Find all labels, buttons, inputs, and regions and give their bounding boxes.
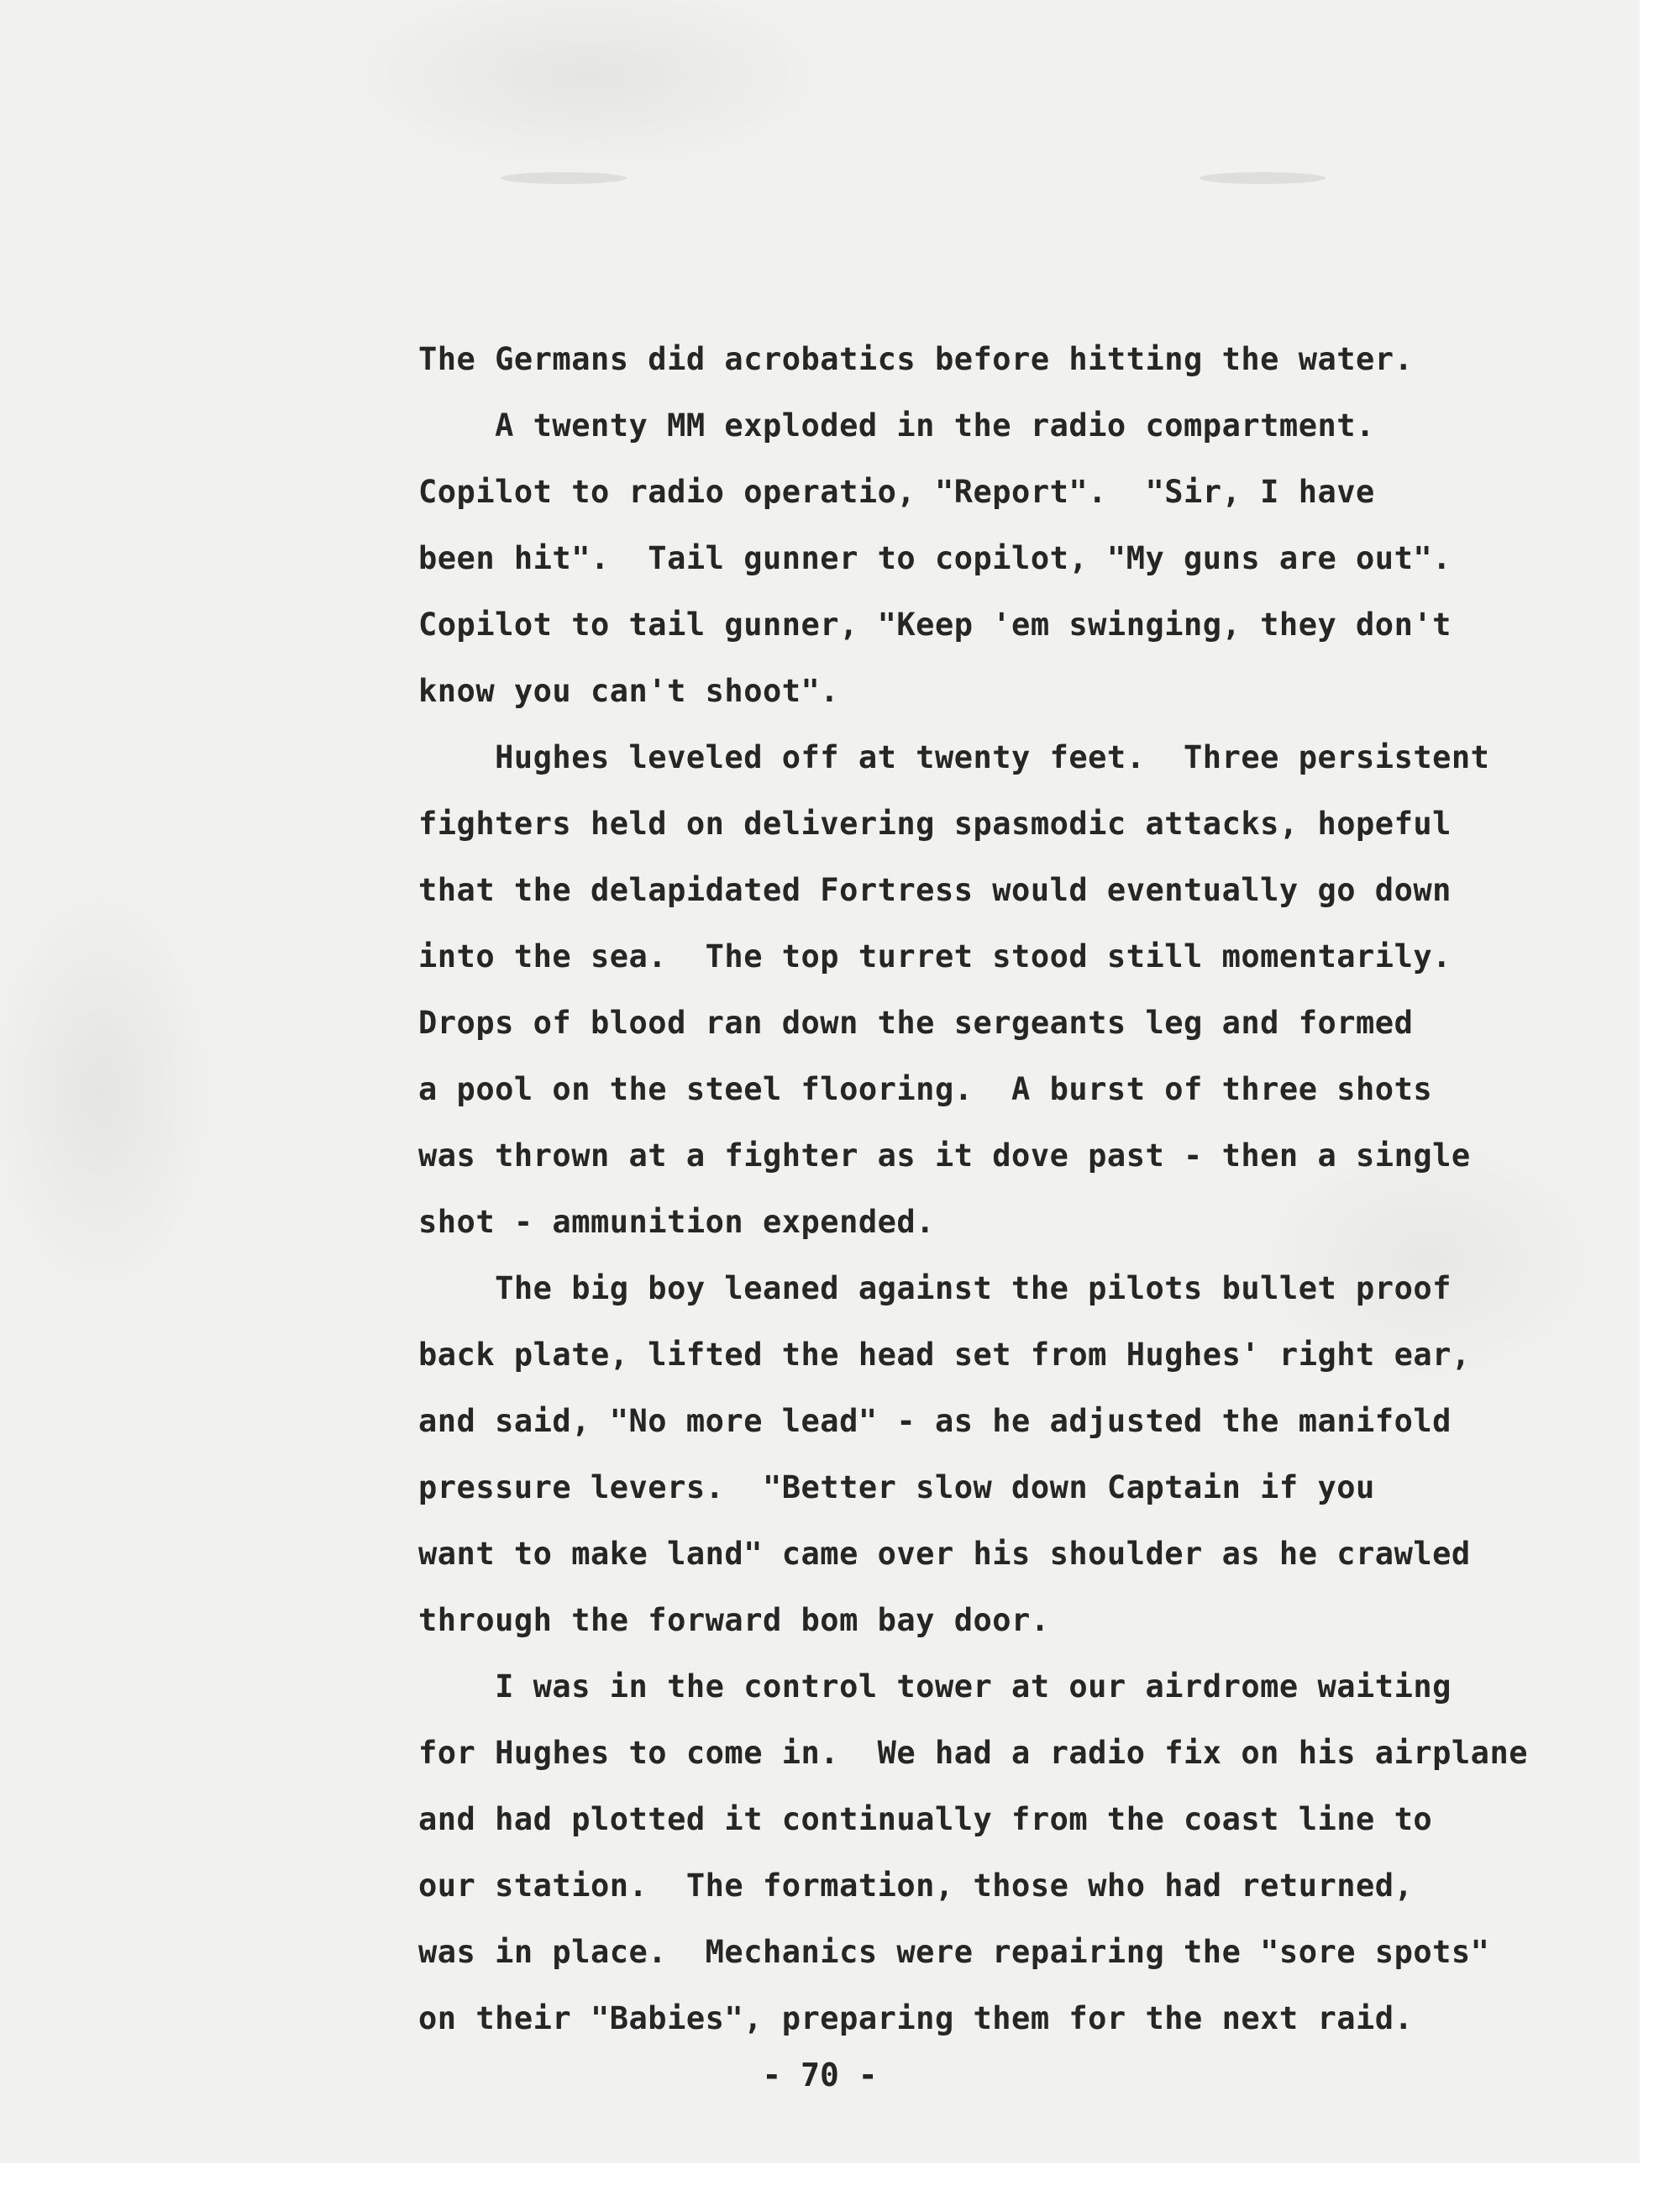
- typed-text-body: [418, 326, 1611, 2052]
- text-line: on their "Babies", preparing them for the next raid.: [418, 2000, 1414, 2036]
- text-line: I was in the control tower at our airdrome waiting: [418, 1668, 1452, 1705]
- text-line: back plate, lifted the head set from Hughes' right ear,: [418, 1337, 1471, 1373]
- text-line: The big boy leaned against the pilots bullet proof: [418, 1270, 1452, 1306]
- text-line: fighters held on delivering spasmodic attacks, hopeful: [418, 806, 1452, 842]
- text-line: for Hughes to come in. We had a radio fix on his airplane: [418, 1735, 1529, 1771]
- text-line: Hughes leveled off at twenty feet. Three persistent: [418, 739, 1490, 775]
- text-line: know you can't shoot".: [418, 673, 840, 709]
- smudge-mark: [1200, 172, 1326, 184]
- text-line: been hit". Tail gunner to copilot, "My guns are out".: [418, 540, 1452, 576]
- text-line: Copilot to tail gunner, "Keep 'em swinging, they don't: [418, 607, 1452, 643]
- text-line: A twenty MM exploded in the radio compartment.: [418, 407, 1375, 444]
- text-line: Drops of blood ran down the sergeants leg and formed: [418, 1005, 1414, 1041]
- text-line: that the delapidated Fortress would eventually go down: [418, 872, 1452, 908]
- text-line: pressure levers. "Better slow down Captain if you: [418, 1469, 1375, 1505]
- scan-border-right: [1640, 0, 1680, 2196]
- page-number: - 70 -: [762, 2057, 878, 2094]
- text-line: a pool on the steel flooring. A burst of three shots: [418, 1071, 1433, 1107]
- text-line: through the forward bom bay door.: [418, 1602, 1050, 1638]
- text-line: shot - ammunition expended.: [418, 1204, 935, 1240]
- text-line: was thrown at a fighter as it dove past - then a single: [418, 1137, 1471, 1174]
- text-line: and had plotted it continually from the coast line to: [418, 1801, 1433, 1837]
- text-line: want to make land" came over his shoulder as he crawled: [418, 1536, 1471, 1572]
- scan-border-bottom: [0, 2163, 1640, 2196]
- text-line: was in place. Mechanics were repairing the "sore spots": [418, 1934, 1490, 1970]
- text-line: into the sea. The top turret stood still momentarily.: [418, 938, 1452, 975]
- text-line: our station. The formation, those who had returned,: [418, 1868, 1414, 1904]
- text-line: and said, "No more lead" - as he adjusted the manifold: [418, 1403, 1452, 1439]
- text-line: Copilot to radio operatio, "Report". "Sir, I have: [418, 474, 1375, 510]
- text-line: The Germans did acrobatics before hitting the water.: [418, 341, 1414, 377]
- smudge-mark: [501, 172, 627, 184]
